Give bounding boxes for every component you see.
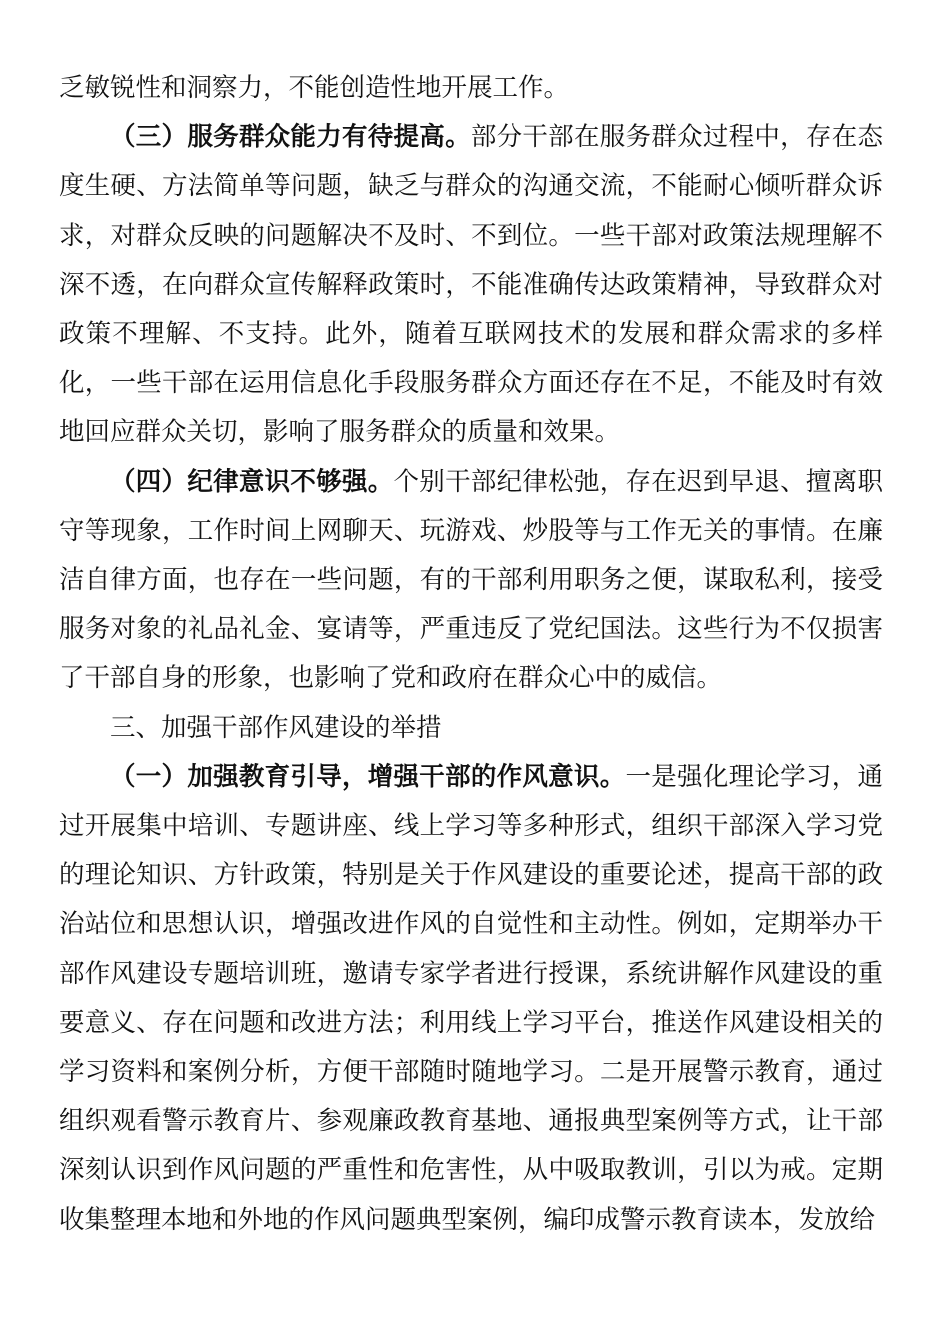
paragraph-text: 一是强化理论学习，通过开展集中培训、专题讲座、线上学习等多种形式，组织干部深入学习党的理论知识、方针政策，特别是关于作风建设的重要论述，提高干部的政治站位和思想认识，增强改进作风的自觉性和主动性。例如，定期举办干部作风建设专题培训班，邀请专家学者进行授课，系统讲解作风建设的重要意义、存在问题和改进方法；利用线上学习平台，推送作风建设相关的学习资料和案例分析，方便干部随时随地学习。二是开展警示教育，通过组织观看警示教育片、参观廉政教育基地、通报典型案例等方式，让干部深刻认识到作风问题的严重性和危害性，从中吸取教训，引以为戒。定期收集整理本地和外地的作风问题典型案例，编印成警示教育读本，发放给 [59,761,883,1235]
paragraph-discipline [59,458,883,704]
paragraph-education-guidance [59,753,883,1245]
section-heading [59,704,883,753]
document-page [59,64,883,1245]
section-heading-text: 三、加强干部作风建设的举措 [110,712,442,743]
paragraph-lead-bold: （四）纪律意识不够强。 [110,466,394,497]
paragraph-text: 乏敏锐性和洞察力，不能创造性地开展工作。 [59,73,570,103]
paragraph-text: 部分干部在服务群众过程中，存在态度生硬、方法简单等问题，缺乏与群众的沟通交流，不能耐心倾听群众诉求，对群众反映的问题解决不及时、不到位。一些干部对政策法规理解不深不透，在向群众宣传解释政策时，不能准确传达政策精神，导致群众对政策不理解、不支持。此外，随着互联网技术的发展和群众需求的多样化，一些干部在运用信息化手段服务群众方面还存在不足，不能及时有效地回应群众关切，影响了服务群众的质量和效果。 [59,122,883,448]
paragraph-lead-bold: （一）加强教育引导，增强干部的作风意识。 [110,761,626,792]
paragraph-text: 个别干部纪律松弛，存在迟到早退、擅离职守等现象，工作时间上网聊天、玩游戏、炒股等与工作无关的事情。在廉洁自律方面，也存在一些问题，有的干部利用职务之便，谋取私利，接受服务对象的礼品礼金、宴请等，严重违反了党纪国法。这些行为不仅损害了干部自身的形象，也影响了党和政府在群众心中的威信。 [59,466,883,694]
paragraph-service-ability [59,113,883,457]
paragraph-continuation [59,64,883,113]
paragraph-lead-bold: （三）服务群众能力有待提高。 [110,122,471,153]
